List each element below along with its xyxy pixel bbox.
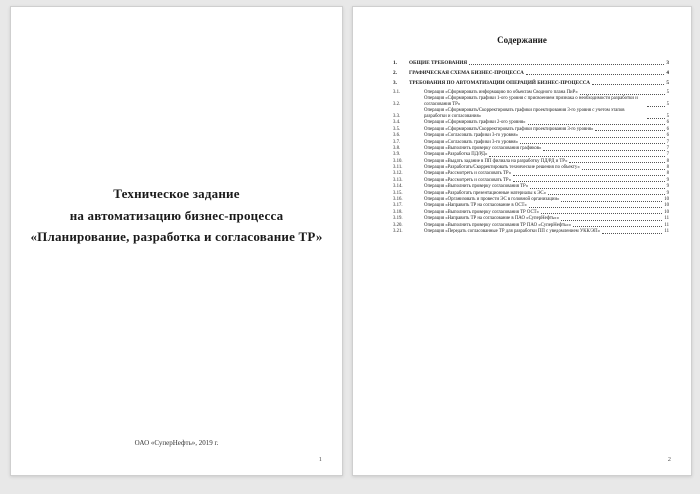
toc-entry-label: ОБЩИЕ ТРЕБОВАНИЯ bbox=[409, 60, 468, 66]
toc-entry-number: 3.17. bbox=[393, 203, 403, 209]
toc-leader-dots bbox=[528, 124, 665, 125]
toc-page-number: 9 bbox=[666, 177, 669, 183]
toc-page-number: 9 bbox=[666, 190, 669, 196]
toc-leader-dots bbox=[541, 213, 662, 214]
toc-entry-label: Операция «Направить ТР на согласование в ОСТ» bbox=[424, 203, 527, 209]
toc-entry-label: Операция «Направить ТР на согласование в ПАО «СуперНефть»» bbox=[424, 216, 559, 222]
toc-leader-dots bbox=[573, 226, 662, 227]
toc-leader-dots bbox=[602, 233, 662, 234]
toc-row[interactable] bbox=[393, 80, 669, 86]
toc-entry-number: 3.5. bbox=[393, 126, 401, 132]
toc-entry-number: 3.16. bbox=[393, 197, 403, 203]
document-title-block bbox=[11, 183, 342, 248]
toc-row[interactable] bbox=[393, 120, 669, 126]
toc-page-number: 7 bbox=[666, 145, 669, 151]
toc-leader-dots bbox=[520, 137, 665, 138]
toc-leader-dots bbox=[530, 188, 664, 189]
toc-leader-dots bbox=[647, 106, 665, 107]
toc-entry-number: 3.9. bbox=[393, 152, 401, 158]
toc-row[interactable] bbox=[393, 210, 669, 216]
toc-entry-label: Операция «Разработать презентационные материалы к ЭС» bbox=[424, 190, 546, 196]
toc-entry-number: 3.15. bbox=[393, 190, 403, 196]
toc-row[interactable] bbox=[393, 184, 669, 190]
toc-entry-label: Операция «Согласовать графики 3-го уровня» bbox=[424, 133, 519, 139]
toc-entry-number: 3.10. bbox=[393, 158, 403, 164]
toc-row[interactable] bbox=[393, 127, 669, 133]
toc-entry-label: Операция «Выполнить проверку согласования ТР» bbox=[424, 184, 529, 190]
toc-row[interactable] bbox=[393, 229, 669, 235]
toc-entry-number: 3.20. bbox=[393, 222, 403, 228]
toc-page-number: 11 bbox=[664, 216, 669, 222]
toc-row[interactable] bbox=[393, 108, 669, 119]
toc-entry-label: Операция «Согласовать графики 3-го уровня» bbox=[424, 139, 519, 145]
toc-leader-dots bbox=[580, 94, 665, 95]
toc-entry-number: 3.7. bbox=[393, 139, 401, 145]
toc-page-number: 5 bbox=[666, 101, 669, 107]
toc-row[interactable] bbox=[393, 159, 669, 165]
title-page bbox=[10, 6, 343, 476]
toc-entry-number: 3.8. bbox=[393, 145, 401, 151]
toc-entry-number: 3.4. bbox=[393, 120, 401, 126]
toc-page-number: 4 bbox=[666, 70, 669, 76]
toc-leader-dots bbox=[526, 74, 665, 75]
toc-row[interactable] bbox=[393, 90, 669, 96]
toc-page-number: 9 bbox=[666, 184, 669, 190]
toc-page-number: 8 bbox=[666, 165, 669, 171]
toc-leader-dots bbox=[513, 181, 665, 182]
toc-entry-label: Операция «Сформировать/Скорректировать графики проектирования 3-го уровня» bbox=[424, 126, 594, 132]
toc-entry-number: 3.14. bbox=[393, 184, 403, 190]
toc-entry-label: Операция «Передать согласованные ТР для разработки ПП с уведомлением УКК/ЭП» bbox=[424, 229, 601, 234]
toc-page-number: 6 bbox=[666, 133, 669, 139]
toc-row[interactable] bbox=[393, 171, 669, 177]
toc-leader-dots bbox=[647, 118, 664, 119]
toc-page-number: 10 bbox=[664, 203, 669, 209]
toc-entry-label: ТРЕБОВАНИЯ ПО АВТОМАТИЗАЦИИ ОПЕРАЦИЙ БИЗНЕС-ПРОЦЕССА bbox=[409, 80, 591, 86]
toc-page-number: 6 bbox=[666, 126, 669, 132]
toc-entry-number: 3.6. bbox=[393, 133, 401, 139]
toc-entry-label: Операция «Сформировать информацию по объектам Сводного плана ПиР» bbox=[424, 90, 578, 95]
title-line-1: Техническое задание bbox=[113, 186, 240, 201]
toc-entry-label: Операция «Сформировать графики 2-ого уровня» bbox=[424, 120, 526, 126]
toc-entry-label: Операция «Организовать и провести ЭС в головной организации» bbox=[424, 197, 560, 203]
toc-page-number: 3 bbox=[666, 60, 669, 66]
toc-entry-label: Операция «Разработка ПД/РД» bbox=[424, 152, 488, 158]
toc-page-number: 11 bbox=[664, 222, 669, 228]
toc-leader-dots bbox=[520, 143, 665, 144]
toc-row[interactable] bbox=[393, 203, 669, 209]
toc-page-number: 7 bbox=[666, 139, 669, 145]
toc-row[interactable] bbox=[393, 178, 669, 184]
toc-leader-dots bbox=[592, 84, 664, 85]
toc-row[interactable] bbox=[393, 133, 669, 139]
toc-row[interactable] bbox=[393, 191, 669, 197]
toc-entry-label: Операция «Выполнить проверку согласования ТР ПАО «СуперНефть»» bbox=[424, 222, 572, 228]
title-line-3: «Планирование, разработка и согласование ТР» bbox=[30, 229, 323, 244]
toc-entry-number: 3.21. bbox=[393, 229, 403, 234]
toc-page-number: 11 bbox=[664, 229, 669, 234]
toc-entry-number: 3.3. bbox=[393, 113, 401, 119]
toc-row[interactable] bbox=[393, 146, 669, 152]
toc-page-number: 10 bbox=[664, 209, 669, 215]
toc-entry-number: 3.12. bbox=[393, 171, 403, 177]
toc-leader-dots bbox=[489, 156, 664, 157]
contents-page bbox=[352, 6, 692, 476]
toc-page-number: 6 bbox=[666, 120, 669, 126]
organization-footer: ОАО «СуперНефть», 2019 г. bbox=[134, 439, 219, 447]
toc-entry-number: 3.1. bbox=[393, 90, 401, 95]
toc-heading: Содержание bbox=[497, 35, 547, 45]
toc-entry-label: Операция «Выполнить проверку согласования графиков» bbox=[424, 145, 542, 151]
toc-row[interactable] bbox=[393, 197, 669, 203]
toc-entry-label: ГРАФИЧЕСКАЯ СХЕМА БИЗНЕС-ПРОЦЕССА bbox=[409, 70, 524, 76]
toc-entry-number: 2. bbox=[393, 70, 397, 76]
toc-entry-number: 1. bbox=[393, 60, 397, 66]
title-line-2: на автоматизацию бизнес-процесса bbox=[69, 207, 284, 223]
toc-entry-number: 3.2. bbox=[393, 101, 401, 107]
toc-leader-dots bbox=[543, 150, 664, 151]
toc-leader-dots bbox=[569, 162, 664, 163]
toc-entry-label: Операция «Выполнить проверку согласования ТР ОСТ» bbox=[424, 209, 539, 215]
toc-leader-dots bbox=[561, 201, 662, 202]
toc-entry-number: 3. bbox=[393, 80, 397, 86]
toc-entry-label: Операция «Разработать/Скорректировать технические решения по объекту» bbox=[424, 165, 580, 171]
toc-row[interactable] bbox=[393, 216, 669, 222]
toc-page-number: 5 bbox=[666, 113, 669, 119]
toc-leader-dots bbox=[595, 130, 664, 131]
toc-entry-label: Операция «Сформировать/Скорректировать графики проектирования 3-го уровня с учетом этапов разработки и согласования» bbox=[424, 108, 625, 119]
toc-page-number: 8 bbox=[666, 158, 669, 164]
toc-entry-label: Операция «Сформировать графики 1-ого уровня с присвоением признака о необходимости разработки и согласования ТР» bbox=[424, 96, 638, 107]
toc-row[interactable] bbox=[393, 152, 669, 158]
toc-row[interactable] bbox=[393, 60, 669, 66]
toc-page-number: 8 bbox=[666, 171, 669, 177]
toc-entry-number: 3.11. bbox=[393, 165, 403, 171]
toc-entry-number: 3.18. bbox=[393, 209, 403, 215]
toc-leader-dots bbox=[469, 64, 664, 65]
page-number-1: 1 bbox=[318, 456, 322, 463]
toc-leader-dots bbox=[561, 220, 662, 221]
toc-leader-dots bbox=[513, 175, 665, 176]
toc-page-number: 7 bbox=[666, 152, 669, 158]
toc-leader-dots bbox=[582, 169, 665, 170]
toc-page-number: 5 bbox=[666, 80, 669, 86]
toc-entry-label: Операция «Рассмотреть и согласовать ТР» bbox=[424, 177, 512, 183]
toc-entry-number: 3.19. bbox=[393, 216, 403, 222]
toc-row[interactable] bbox=[393, 96, 669, 107]
toc-entry-label: Операция «Выдать задание в ПП филиала на разработку ПД/РД и ТР» bbox=[424, 158, 568, 164]
toc-entry-number: 3.13. bbox=[393, 177, 403, 183]
toc-leader-dots bbox=[529, 207, 662, 208]
toc-row[interactable] bbox=[393, 140, 669, 146]
toc-page-number: 10 bbox=[664, 197, 669, 203]
page-number-2: 2 bbox=[667, 456, 671, 463]
toc-leader-dots bbox=[548, 194, 665, 195]
toc-row[interactable] bbox=[393, 165, 669, 171]
toc-page-number: 5 bbox=[666, 90, 669, 95]
toc-entry-label: Операция «Рассмотреть и согласовать ТР» bbox=[424, 171, 512, 177]
toc-list bbox=[393, 56, 669, 235]
toc-row[interactable] bbox=[393, 70, 669, 76]
toc-row[interactable] bbox=[393, 223, 669, 229]
